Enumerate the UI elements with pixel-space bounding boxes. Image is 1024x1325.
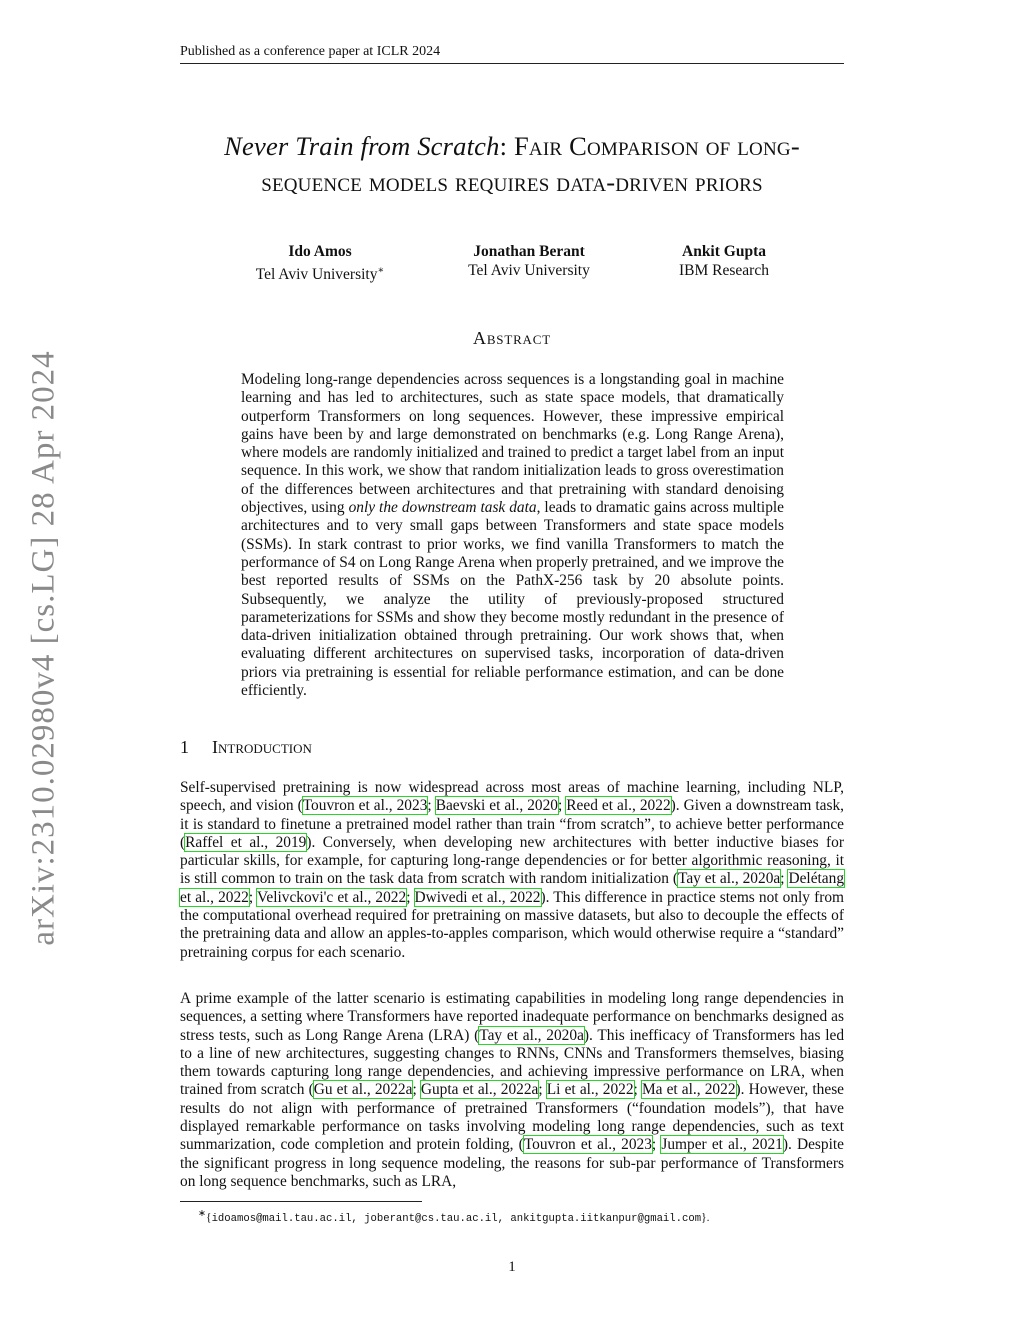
- section-title: Introduction: [212, 737, 312, 757]
- abstract-heading: Abstract: [473, 328, 551, 348]
- author-name: Ido Amos: [288, 243, 352, 260]
- title-italic: Never Train from Scratch: [224, 131, 500, 161]
- footnote-open: {: [206, 1211, 212, 1224]
- text: ;: [558, 797, 567, 815]
- abstract-italic: only the downstream task data: [348, 499, 537, 517]
- text: ;: [633, 1081, 642, 1099]
- text: ;: [427, 797, 436, 815]
- text: ). However, these results do not align with performance of pretrained Transformers (“foundation models”), that have displayed remarkable performance on tasks involving modeling long range dependencies, such as text summarization, code completion and protein folding, (: [180, 1081, 845, 1154]
- text: ). This inefficacy of Transformers has led to a line of new architectures, suggesting changes to RNNs, CNNs and Transformers themselves, biasing them towards capturing long range dependencies, and achieving impressive performance on LRA, when trained from scratch (: [180, 1026, 845, 1099]
- citation-link[interactable]: Reed et al., 2022: [566, 797, 671, 815]
- page-number: 1: [508, 1259, 516, 1275]
- citation-link[interactable]: Baevski et al., 2020: [435, 797, 558, 815]
- citation-link[interactable]: Gu et al., 2022a: [313, 1081, 413, 1099]
- text: ). Despite the significant progress in long sequence modeling, the reasons for sub-par performance of Transformers on long sequence benchmarks, such as LRA,: [180, 1136, 844, 1190]
- section-heading-introduction: [180, 737, 844, 758]
- abstract-text-1: Modeling long-range dependencies across sequences is a longstanding goal in machine learning and has led to architectures, such as state space models, that dramatically outperform Transformers on long sequences. However, these impressive empirical gains have been by and large demonstrated on benchmarks (e.g. Long Range Arena), where models are randomly initialized and trained to predict a target label from an input sequence. In this work, we show that random initialization leads to gross overestimation of the differences between architectures and that pretraining with standard denoising objectives, using: [241, 371, 784, 517]
- text: ;: [651, 1136, 662, 1154]
- citation-link[interactable]: Delétang et al., 2022: [180, 870, 845, 906]
- citation-link[interactable]: Dwivedi et al., 2022: [414, 888, 541, 906]
- text: A prime example of the latter scenario is estimating capabilities in modeling long range dependencies in sequences, a setting where Transformers have reported inadequate performance on benchmarks designed as stress tests, such as Long Range Arena (LRA) (: [180, 990, 844, 1044]
- citation-link[interactable]: Gupta et al., 2022a: [420, 1081, 539, 1099]
- abstract-body: [241, 371, 784, 700]
- text: ;: [538, 1081, 547, 1099]
- citation-link[interactable]: Li et al., 2022: [546, 1081, 634, 1099]
- text: ;: [412, 1081, 421, 1099]
- author-name: Ankit Gupta: [682, 243, 766, 260]
- citation-link[interactable]: Jumper et al., 2021: [661, 1136, 783, 1154]
- arxiv-side-stamp: arXiv:2310.02980v4 [cs.LG] 28 Apr 2024: [25, 350, 62, 946]
- footnote-mark: ∗: [198, 1208, 207, 1219]
- footnote: [198, 1208, 848, 1225]
- text: ;: [406, 888, 415, 906]
- text: ). Given a downstream task, it is standard to finetune a pretrained model rather than train “from scratch”, to achieve better performance (: [180, 797, 844, 851]
- author-name: Jonathan Berant: [473, 243, 585, 260]
- author-block-1: [200, 242, 440, 284]
- citation-link[interactable]: Raffel et al., 2019: [185, 833, 307, 851]
- running-header: Published as a conference paper at ICLR 2024: [180, 44, 844, 64]
- author-footnote-mark[interactable]: ∗: [377, 265, 385, 276]
- citation-link[interactable]: Tay et al., 2020a: [678, 870, 781, 888]
- citation-link[interactable]: Ma et al., 2022: [641, 1081, 736, 1099]
- title-line-2: sequence models requires data-driven priors: [261, 167, 763, 197]
- text: ;: [248, 888, 257, 906]
- text: ). Conversely, when developing new architectures with better inductive biases for particular skills, for example, for capturing long-range dependencies or for better algorithmic reasoning, it is still common to train on the task data from scratch with random initialization (: [180, 833, 844, 888]
- intro-paragraph-2: [180, 990, 844, 1191]
- author-affiliation: IBM Research: [679, 262, 769, 279]
- citation-link[interactable]: Velivckovi'c et al., 2022: [256, 888, 407, 906]
- abstract-text-2: , leads to dramatic gains across multiple architectures and to very small gaps between Transformers and state space models (SSMs). In stark contrast to prior works, we find vanilla Transformers to match the performance of S4 on Long Range Arena when properly pretrained, and we improve the best reported results of SSMs on the PathX-256 task by 20 absolute points. Subsequently, we analyze the utility of previously-proposed structured parameterizations for SSMs and show they become mostly redundant in the presence of data-driven initialization obtained through pretraining. Our work shows that, when evaluating different architectures on supervised tasks, incorporation of data-driven priors via pretraining is essential for reliable performance estimation, and can be done efficiently.: [241, 499, 784, 700]
- footnote-rule: [180, 1201, 422, 1202]
- author-block-3: [604, 242, 844, 280]
- author-affiliation: Tel Aviv University: [468, 262, 590, 279]
- citation-link[interactable]: Touvron et al., 2023: [523, 1136, 652, 1154]
- text: Self-supervised pretraining is now widespread across most areas of machine learning, including NLP, speech, and vision (: [180, 779, 844, 815]
- citation-link[interactable]: Touvron et al., 2023: [302, 797, 428, 815]
- paper-title: [150, 128, 874, 200]
- text: ;: [780, 870, 789, 888]
- citation-link[interactable]: Tay et al., 2020a: [479, 1026, 584, 1044]
- title-line-1: : Fair Comparison of long-: [499, 131, 800, 161]
- footnote-close: }.: [701, 1211, 710, 1224]
- text: ). This difference in practice stems not only from the computational overhead required for pretraining on massive datasets, but also to decouple the effects of the pretraining data and allow an apples-to-apples comparison, which would otherwise require a “standard” pretraining corpus for each scenario.: [180, 888, 844, 961]
- footnote-emails: idoamos@mail.tau.ac.il, joberant@cs.tau.ac.il, ankitgupta.iitkanpur@gmail.com: [211, 1212, 702, 1225]
- author-affiliation: Tel Aviv University: [255, 266, 378, 284]
- section-number: 1: [180, 737, 189, 757]
- intro-paragraph-1: [180, 779, 844, 962]
